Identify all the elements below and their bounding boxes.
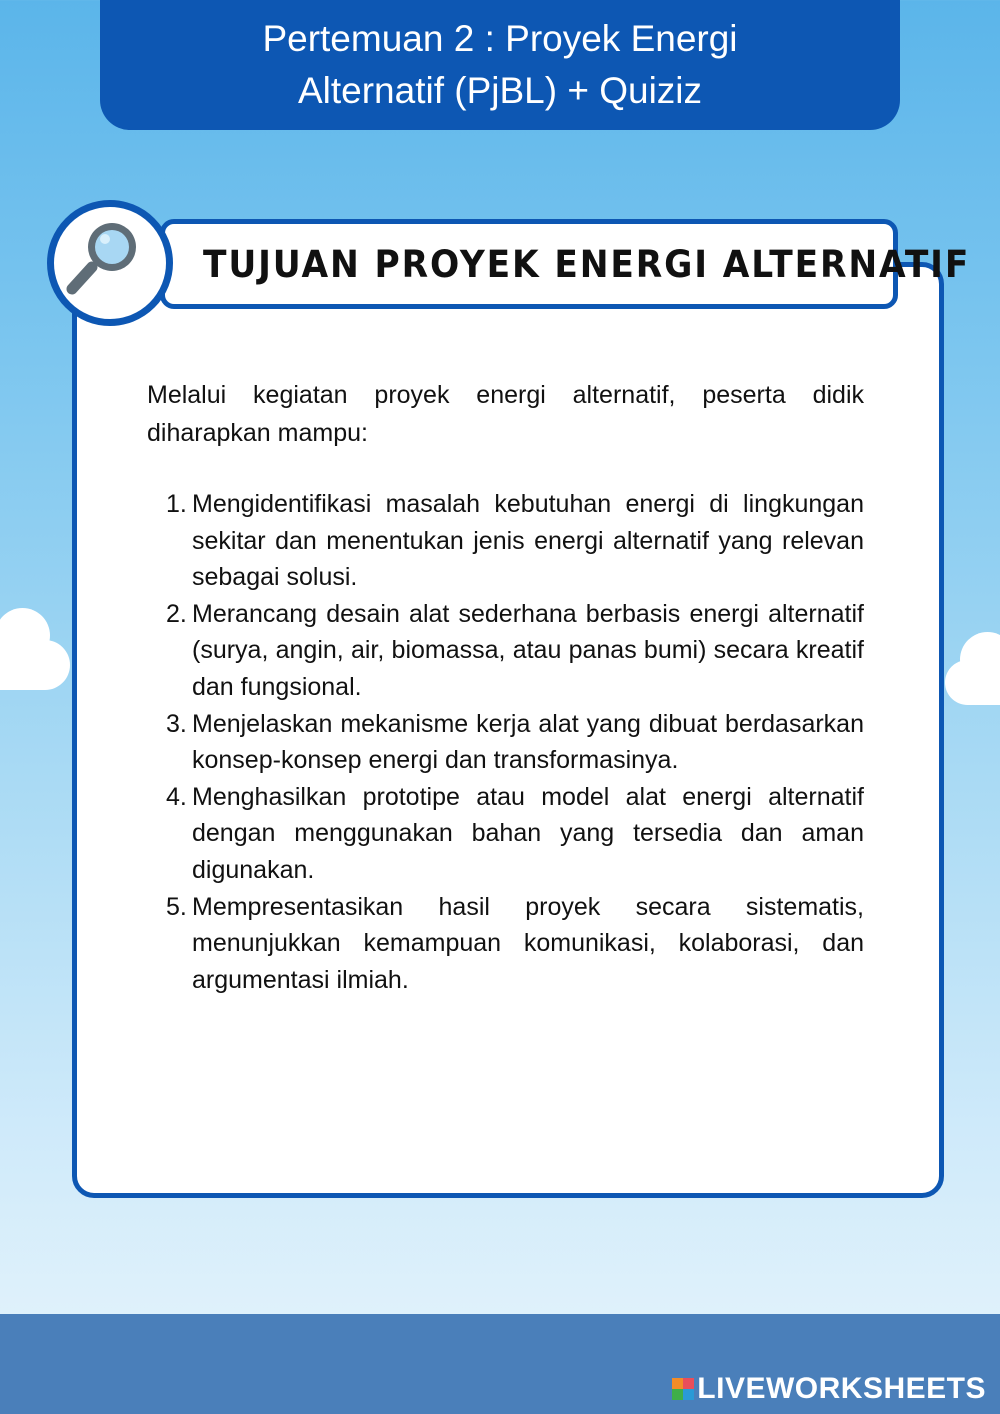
section-title: TUJUAN PROYEK ENERGI ALTERNATIF	[203, 242, 971, 286]
header-banner	[100, 0, 900, 130]
intro-paragraph: Melalui kegiatan proyek energi alternatif, peserta didik diharapkan mampu:	[147, 381, 864, 447]
list-item	[147, 596, 864, 706]
objectives-list	[147, 486, 864, 998]
list-item-text: Mengidentifikasi masalah kebutuhan energi di lingkungan sekitar dan menentukan jenis energi alternatif yang relevan sebagai solusi.	[192, 490, 864, 592]
page-title: Pertemuan 2 : Proyek Energi Alternatif (PjBL) + Quiziz	[262, 18, 738, 111]
list-item-text: Menjelaskan mekanisme kerja alat yang dibuat berdasarkan konsep-konsep energi dan transformasinya.	[192, 709, 864, 775]
list-item	[147, 889, 864, 999]
list-item-text: Mempresentasikan hasil proyek secara sistematis, menunjukkan kemampuan komunikasi, kolaborasi, dan argumentasi ilmiah.	[192, 892, 864, 994]
cloud-right-decoration	[945, 660, 1000, 705]
list-item	[147, 779, 864, 889]
liveworksheets-brand[interactable]	[672, 1372, 986, 1406]
magnifier-icon	[60, 213, 146, 299]
list-item-text: Merancang desain alat sederhana berbasis energi alternatif (surya, angin, air, biomassa, atau panas bumi) secara kreatif dan fungsional.	[192, 599, 864, 701]
icon-badge	[47, 200, 173, 326]
list-item	[147, 486, 864, 596]
list-item-text: Menghasilkan prototipe atau model alat energi alternatif dengan menggunakan bahan yang tersedia dan aman digunakan.	[192, 782, 864, 884]
section-title-tab	[160, 219, 971, 309]
cloud-left-decoration	[0, 640, 70, 690]
list-item	[147, 706, 864, 779]
liveworksheets-logo-icon	[672, 1378, 694, 1400]
brand-name: LIVEWORKSHEETS	[697, 1372, 986, 1405]
list-item-number: 3.	[166, 709, 187, 738]
list-item-number: 5.	[166, 892, 187, 921]
list-item-number: 1.	[166, 490, 187, 518]
list-item-number: 4.	[166, 782, 187, 811]
list-item-number: 2.	[166, 599, 187, 628]
